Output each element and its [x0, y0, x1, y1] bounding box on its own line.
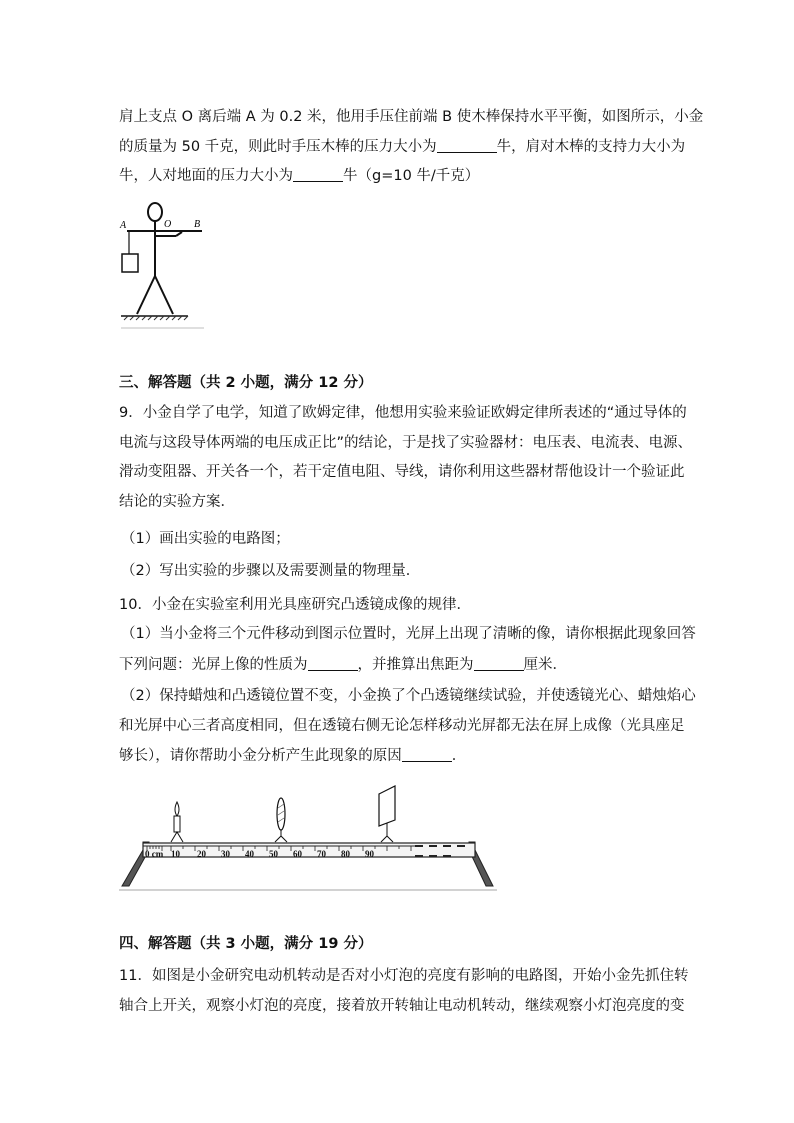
tick-label-50: 50	[269, 849, 278, 859]
label-b: B	[194, 219, 201, 230]
person-head	[148, 203, 162, 221]
candle	[171, 802, 183, 842]
tick-label-60: 60	[293, 849, 302, 859]
q10-sub-2b: 和光屏中心三者高度相同，但在透镜右侧无论怎样移动光屏都无法在屏上成像（光具座足	[119, 718, 685, 734]
tick-label-90: 90	[365, 849, 374, 859]
tick-label-10: 10	[171, 849, 180, 859]
answer-blank-focal-length[interactable]	[474, 656, 524, 671]
tick-label-40: 40	[245, 849, 254, 859]
light-screen	[379, 786, 395, 842]
q9-sub-1: （1）画出实验的电路图；	[121, 531, 290, 547]
q9-line-2: 电流与这段导体两端的电压成正比”的结论，于是找了实验器材：电压表、电流表、电源、	[119, 435, 693, 451]
intro-line-3-text-b: 牛（g=10 牛/千克）	[343, 168, 480, 184]
q10-sub-2c-text-a: 够长），请你帮助小金分析产生此现象的原因	[119, 748, 402, 764]
person-leg-left	[137, 276, 155, 314]
intro-line-3-text-a: 牛，人对地面的压力大小为	[119, 168, 293, 184]
label-o: O	[164, 219, 172, 230]
q10-sub-1b	[119, 655, 689, 675]
q10-sub-2a: （2）保持蜡烛和凸透镜位置不变，小金换了个凸透镜继续试验，并使透镜光心、蜡烛焰心	[121, 688, 696, 704]
q11-line-2: 轴合上开关，观察小灯泡的亮度，接着放开转轴让电动机转动，继续观察小灯泡亮度的变	[119, 998, 685, 1014]
section-3-title: 三、解答题（共 2 小题，满分 12 分）	[119, 375, 373, 391]
tick-label-80: 80	[341, 849, 350, 859]
person-leg-right	[155, 276, 173, 314]
q9-line-4: 结论的实验方案．	[119, 494, 235, 510]
intro-line-2-text-b: 牛，肩对木棒的支持力大小为	[496, 139, 686, 155]
answer-blank-reason[interactable]	[402, 747, 452, 762]
convex-lens	[275, 798, 287, 842]
q9-sub-2: （2）写出实验的步骤以及需要测量的物理量．	[121, 563, 421, 579]
tick-label-0: 0 cm	[145, 849, 164, 859]
q10-sub-2c-text-b: ．	[451, 748, 467, 764]
q11-line-1: 11．如图是小金研究电动机转动是否对小灯泡的亮度有影响的电路图，开始小金先抓住转	[119, 968, 689, 984]
optical-bench-figure	[119, 780, 499, 892]
answer-blank-image-nature[interactable]	[308, 656, 358, 671]
q10-sub-1b-text-a: 下列问题：光屏上像的性质为	[119, 657, 308, 673]
tick-label-70: 70	[317, 849, 326, 859]
tick-label-20: 20	[197, 849, 206, 859]
section-4-title: 四、解答题（共 3 小题，满分 19 分）	[119, 936, 373, 952]
lever-person-figure	[118, 196, 208, 330]
q10-sub-1b-text-c: 厘米．	[523, 657, 567, 673]
hanging-box	[122, 254, 138, 272]
q10-sub-1b-text-b: ，并推算出焦距为	[357, 657, 474, 673]
q10-line-1: 10．小金在实验室利用光具座研究凸透镜成像的规律．	[119, 597, 471, 613]
intro-line-1: 肩上支点 O 离后端 A 为 0.2 米，他用手压住前端 B 使木棒保持水平平衡，如图所示，小金	[119, 109, 704, 125]
bench-rail	[143, 843, 475, 857]
answer-blank-ground-force[interactable]	[293, 167, 343, 182]
answer-blank-hand-force[interactable]	[437, 138, 497, 153]
q10-sub-1a: （1）当小金将三个元件移动到图示位置时，光屏上出现了清晰的像，请你根据此现象回答	[121, 626, 696, 642]
tick-label-30: 30	[221, 849, 230, 859]
intro-line-3	[119, 166, 689, 186]
q10-sub-2c	[119, 746, 689, 766]
q9-line-3: 滑动变阻器、开关各一个，若干定值电阻、导线，请你利用这些器材帮他设计一个验证此	[119, 464, 685, 480]
label-a: A	[120, 220, 127, 231]
intro-line-2	[119, 137, 689, 157]
q9-line-1: 9．小金自学了电学，知道了欧姆定律，他想用实验来验证欧姆定律所表述的“通过导体的	[119, 405, 687, 421]
intro-line-2-text-a: 的质量为 50 千克，则此时手压木棒的压力大小为	[119, 139, 437, 155]
